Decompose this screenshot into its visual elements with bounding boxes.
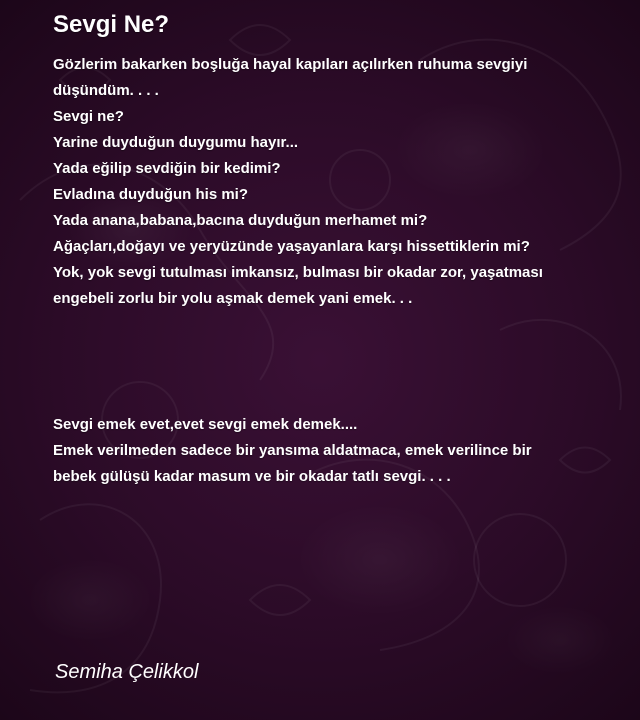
poem-line: bebek gülüşü kadar masum ve bir okadar tatlı sevgi. . . . (53, 468, 451, 485)
poem-line: Sevgi ne? (53, 108, 124, 125)
poem-line: Gözlerim bakarken boşluğa hayal kapıları açılırken ruhuma sevgiyi (53, 56, 528, 73)
poem-line: Yarine duyduğun duygumu hayır... (53, 134, 299, 151)
poem-title: Sevgi Ne? (53, 11, 170, 38)
poem-line: Sevgi emek evet,evet sevgi emek demek.... (53, 416, 358, 433)
poem-author: Semiha Çelikkol (55, 661, 199, 683)
poem-line: Ağaçları,doğayı ve yeryüzünde yaşayanlara karşı hissettiklerin mi? (53, 238, 530, 255)
poem-line: engebeli zorlu bir yolu aşmak demek yani emek. . . (53, 290, 413, 307)
stanza-2 (53, 412, 613, 490)
poem-line: Evladına duyduğun his mi? (53, 186, 249, 203)
poem-line: Emek verilmeden sadece bir yansıma aldatmaca, emek verilince bir (53, 442, 532, 459)
poem-line: Yada anana,babana,bacına duyduğun merhamet mi? (53, 212, 428, 229)
poem-line: düşündüm. . . . (53, 82, 159, 99)
stanza-1 (53, 52, 613, 312)
poem-line: Yada eğilip sevdiğin bir kedimi? (53, 160, 281, 177)
poem-line: Yok, yok sevgi tutulması imkansız, bulması bir okadar zor, yaşatması (53, 264, 543, 281)
